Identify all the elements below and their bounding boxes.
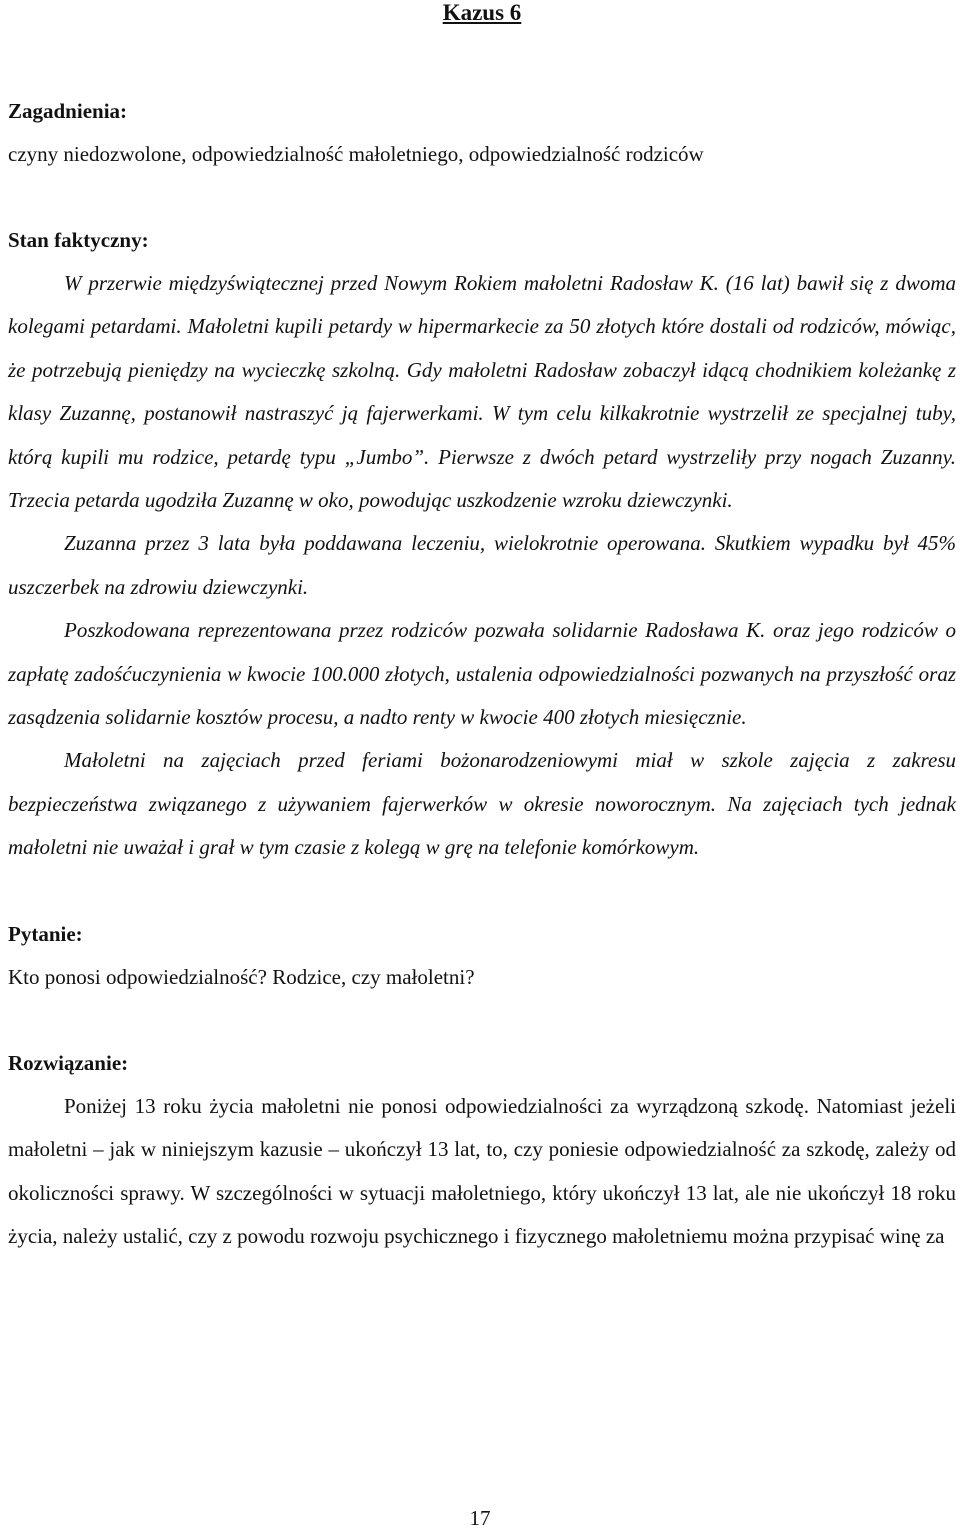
pytanie-text: Kto ponosi odpowiedzialność? Rodzice, czy małoletni?: [8, 964, 475, 989]
section-heading-stan-faktyczny: Stan faktyczny:: [8, 228, 149, 252]
stan-paragraph-4: Małoletni na zajęciach przed feriami bożonarodzeniowymi miał w szkole zajęcia z zakresu bezpieczeństwa związanego z używaniem fajerwerków w okresie noworocznym. Na zajęciach tych jednak małoletni nie uważał i grał w tym czasie z kolegą w grę na telefonie komórkowym.: [8, 748, 956, 860]
stan-paragraph-1: W przerwie międzyświątecznej przed Nowym Rokiem małoletni Radosław K. (16 lat) bawił się z dwoma kolegami petardami. Małoletni kupili petardy w hipermarkecie za 50 złotych które dostali od rodziców, mówiąc, że potrzebują pieniędzy na wycieczkę szkolną. Gdy małoletni Radosław zobaczył idącą chodnikiem koleżankę z klasy Zuzannę, postanowił nastraszyć ją fajerwerkami. W tym celu kilkakrotnie wystrzelił ze specjalnej tuby, którą kupili mu rodzice, petardę typu „Jumbo”. Pierwsze z dwóch petard wystrzeliły przy nogach Zuzanny. Trzecia petarda ugodziła Zuzannę w oko, powodując uszkodzenie wzroku dziewczynki.: [8, 271, 956, 513]
section-heading-pytanie: Pytanie:: [8, 921, 83, 946]
page-title: Kazus 6: [442, 0, 522, 25]
stan-paragraph-2: Zuzanna przez 3 lata była poddawana leczeniu, wielokrotnie operowana. Skutkiem wypadku był 45% uszczerbek na zdrowiu dziewczynki.: [8, 531, 956, 599]
stan-paragraph-3: Poszkodowana reprezentowana przez rodziców pozwała solidarnie Radosława K. oraz jego rodziców o zapłatę zadośćuczynienia w kwocie 100.000 złotych, ustalenia odpowiedzialności pozwanych na przyszłość oraz zasądzenia solidarnie kosztów procesu, a nadto renty w kwocie 400 złotych miesięcznie.: [8, 618, 956, 730]
page-number: 17: [469, 1506, 491, 1530]
section-heading-rozwiazanie: Rozwiązanie:: [8, 1050, 129, 1075]
zagadnienia-text: czyny niedozwolone, odpowiedzialność małoletniego, odpowiedzialność rodziców: [8, 142, 704, 166]
section-heading-zagadnienia: Zagadnienia:: [8, 99, 128, 123]
rozwiazanie-paragraph: Poniżej 13 roku życia małoletni nie ponosi odpowiedzialności za wyrządzoną szkodę. Natomiast jeżeli małoletni – jak w niniejszym kazusie – ukończył 13 lat, to, czy poniesie odpowiedzialność za szkodę, zależy od okoliczności sprawy. W szczególności w sytuacji małoletniego, który ukończył 13 lat, ale nie ukończył 18 roku życia, należy ustalić, czy z powodu rozwoju psychicznego i fizycznego małoletniemu można przypisać winę za: [8, 1093, 956, 1248]
document-page: [8, 0, 956, 1258]
